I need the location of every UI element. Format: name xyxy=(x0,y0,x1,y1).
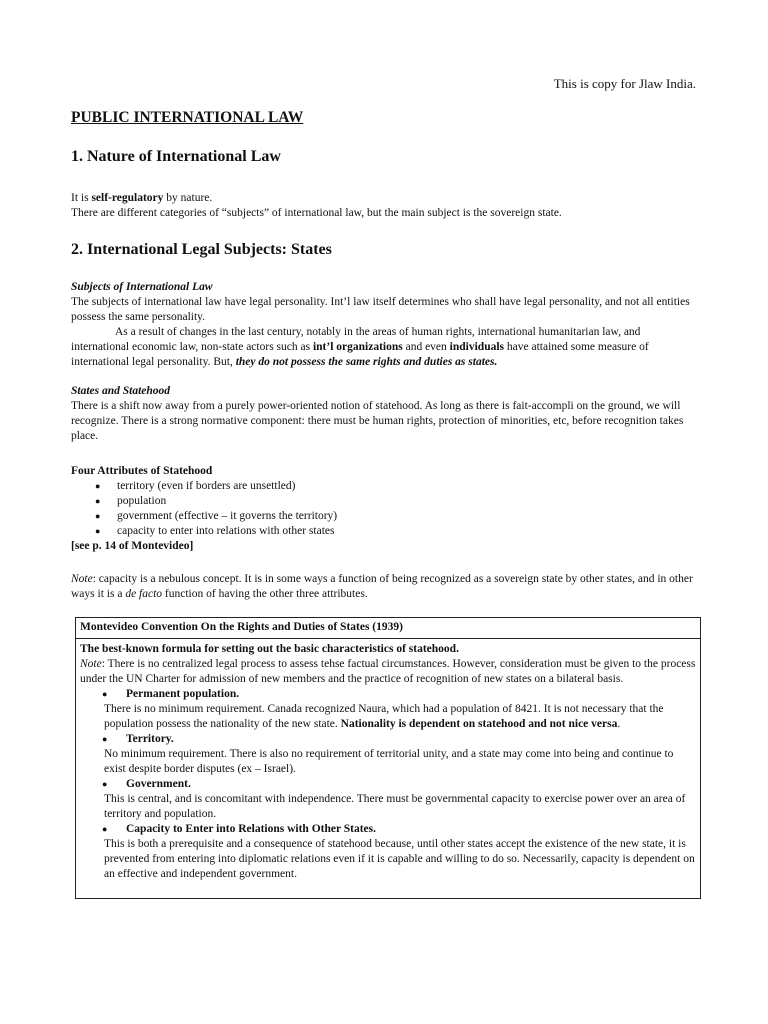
criterion-text: This is central, and is concomitant with independence. There must be governmental capacity to exercise power over an area of territory and population. xyxy=(104,793,686,820)
montevideo-box-body xyxy=(76,639,700,882)
statehood-block xyxy=(71,384,699,444)
attribute-item: ● capacity to enter into relations with other states xyxy=(71,524,699,539)
criterion-text: This is both a prerequisite and a consequence of statehood because, until other states accept the existence of the new state, it is prevented from entering into diplomatic relations even if it is capable and willing to do so. Necessarily, capacity is dependent on an effective and independent government. xyxy=(104,838,695,880)
copy-note: This is copy for Jlaw India. xyxy=(553,76,696,91)
box-note: Note: There is no centralized legal process to assess tehse factual circumstances. However, consideration must be given to the process under the UN Charter for admission of new members and the practice of recognition of new states on a bilateral basis. xyxy=(80,658,696,685)
subjects-heading: Subjects of International Law xyxy=(71,281,213,293)
criterion-text: No minimum requirement. There is also no requirement of territorial unity, and a state may come into being and continue to exist despite border disputes (ex – Israel). xyxy=(104,748,674,775)
statehood-heading: States and Statehood xyxy=(71,385,171,397)
box-criteria-list xyxy=(80,822,696,837)
montevideo-box-title: Montevideo Convention On the Rights and Duties of States (1939) xyxy=(76,618,700,639)
box-criteria-list xyxy=(80,687,696,702)
attributes-list xyxy=(71,479,699,539)
section1-paragraph-2: There are different categories of “subjects” of international law, but the main subject is the sovereign state. xyxy=(71,207,562,219)
box-criteria-list xyxy=(80,732,696,747)
attributes-block xyxy=(71,464,699,554)
criterion-label: ● Territory. xyxy=(80,732,696,747)
criterion-label: ● Permanent population. xyxy=(80,687,696,702)
subjects-block xyxy=(71,280,699,370)
section1-heading: 1. Nature of International Law xyxy=(71,148,281,165)
box-criteria-list xyxy=(80,777,696,792)
attribute-item: ● population xyxy=(71,494,699,509)
attribute-item: ● territory (even if borders are unsettled) xyxy=(71,479,699,494)
document-title: PUBLIC INTERNATIONAL LAW xyxy=(71,109,304,126)
montevideo-box xyxy=(75,617,701,899)
see-reference: [see p. 14 of Montevideo] xyxy=(71,540,194,552)
note-block xyxy=(71,572,699,602)
attribute-item: ● government (effective – it governs the territory) xyxy=(71,509,699,524)
section1-paragraph-1: It is self-regulatory by nature. xyxy=(71,192,213,204)
box-lead: The best-known formula for setting out the basic characteristics of statehood. xyxy=(80,643,459,655)
note-paragraph: Note: capacity is a nebulous concept. It is in some ways a function of being recognized as a sovereign state by other states, and in other ways it is a de facto function of having the other three attributes. xyxy=(71,573,693,600)
statehood-paragraph: There is a shift now away from a purely power-oriented notion of statehood. As long as there is fait-accompli on the ground, we will recognize. There is a strong normative component: there must be human rights, protection of minorities, etc, before recognition takes place. xyxy=(71,400,684,442)
subjects-paragraph-1: The subjects of international law have legal personality. Int’l law itself determines who shall have legal personality, and not all entities possess the same personality. xyxy=(71,296,690,323)
attributes-heading: Four Attributes of Statehood xyxy=(71,465,213,477)
criterion-label: ● Capacity to Enter into Relations with Other States. xyxy=(80,822,696,837)
criterion-label: ● Government. xyxy=(80,777,696,792)
criterion-text: There is no minimum requirement. Canada recognized Naura, which had a population of 8421. It is not necessary that the population possess the nationality of the new state. Nationality is dependent on statehood and not nice versa. xyxy=(104,703,664,730)
subjects-paragraph-2: As a result of changes in the last century, notably in the areas of human rights, international humanitarian law, and international economic law, non-state actors such as int’l organizations and even individuals have attained some measure of international legal personality. But, they do not possess the same rights and duties as states. xyxy=(71,326,649,368)
section1-body xyxy=(71,191,699,221)
section2-heading: 2. International Legal Subjects: States xyxy=(71,241,332,258)
